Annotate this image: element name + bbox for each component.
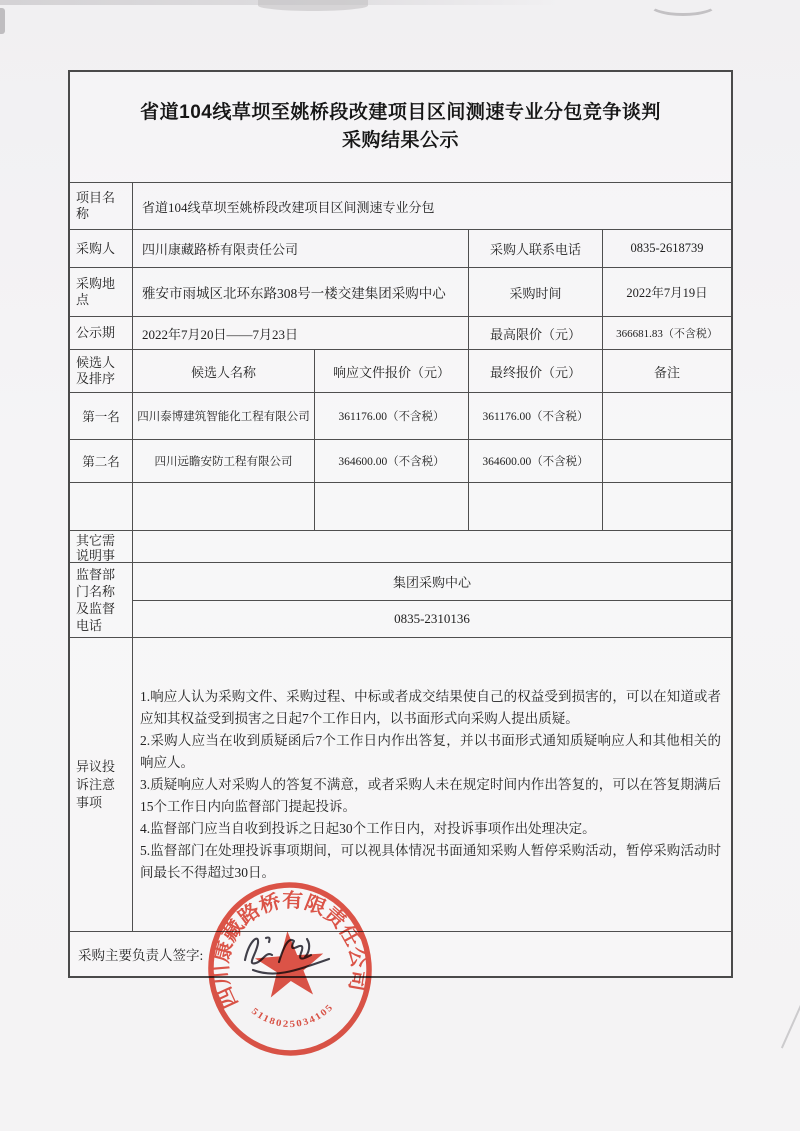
candidate-final-price xyxy=(469,483,603,530)
objection-item-3: 3.质疑响应人对采购人的答复不满意，或者采购人未在规定时间内作出答复的，可以在答复期满后15个工作日内向监督部门提起投诉。 xyxy=(140,776,721,814)
title-line-1: 省道104线草坝至姚桥段改建项目区间测速专业分包竞争谈判 xyxy=(140,102,661,123)
other-notes-value xyxy=(133,531,731,562)
candidate-name: 四川远瞻安防工程有限公司 xyxy=(133,440,315,482)
scan-smudge-arc xyxy=(648,0,718,16)
scan-smudge xyxy=(258,0,368,11)
candidate-response-price xyxy=(315,483,469,530)
objection-item-2: 2.采购人应当在收到质疑函后7个工作日内作出答复，并以书面形式通知质疑响应人和其他相关的响应人。 xyxy=(140,732,721,770)
label-text: 采购人 xyxy=(76,240,116,256)
location-value: 雅安市雨城区北环东路308号一楼交建集团采购中心 xyxy=(133,268,469,316)
candidates-name-header: 候选人名称 xyxy=(133,350,315,392)
supervision-phone: 0835-2310136 xyxy=(394,611,470,626)
label-text: 监督部门名称及监督电话 xyxy=(76,567,116,633)
candidate-name xyxy=(133,483,315,530)
objection-item-4: 4.监督部门应当自收到投诉之日起30个工作日内，对投诉事项作出处理决定。 xyxy=(140,820,596,836)
publicity-label xyxy=(70,317,133,349)
announcement-table xyxy=(68,70,733,978)
max-price-label: 最高限价（元） xyxy=(469,317,603,349)
candidate-rank xyxy=(70,483,133,530)
purchase-time-value: 2022年7月19日 xyxy=(626,286,708,300)
candidate-rank: 第二名 xyxy=(70,440,133,482)
signature-label: 采购主要负责人签字: xyxy=(78,948,204,963)
candidate-row-empty xyxy=(70,483,731,531)
label-text: 采购地点 xyxy=(76,276,116,307)
title-row xyxy=(70,72,731,183)
label-text: 公示期 xyxy=(76,325,116,340)
purchaser-row xyxy=(70,230,731,268)
candidate-response-price: 361176.00（不含税） xyxy=(315,393,469,439)
supervision-values xyxy=(133,563,731,637)
project-name-value: 省道104线草坝至姚桥段改建项目区间测速专业分包 xyxy=(142,199,435,215)
label-text: 其它需说明事 xyxy=(76,533,116,562)
other-notes-row xyxy=(70,531,731,563)
candidates-header-row xyxy=(70,350,731,393)
candidate-row-2 xyxy=(70,440,731,483)
objection-row xyxy=(70,638,731,932)
publicity-row xyxy=(70,317,731,350)
label-text: 异议投诉注意事项 xyxy=(76,758,116,810)
signature-scribble xyxy=(238,928,338,986)
location-row xyxy=(70,268,731,317)
label-text: 项目名称 xyxy=(76,190,116,221)
candidate-response-price: 364600.00（不含税） xyxy=(315,440,469,482)
max-price-value: 366681.83（不含税） xyxy=(616,328,718,340)
project-name-row xyxy=(70,183,731,230)
publicity-value: 2022年7月20日——7月23日 xyxy=(133,317,469,349)
document-title xyxy=(70,72,731,182)
candidates-final-price-header: 最终报价（元） xyxy=(469,350,603,392)
other-notes-label xyxy=(70,531,133,562)
objection-paragraphs xyxy=(133,680,731,890)
candidate-note xyxy=(603,483,731,530)
signature-row xyxy=(70,932,731,976)
candidates-note-header: 备注 xyxy=(653,364,680,380)
purchase-time-label: 采购时间 xyxy=(469,268,603,316)
candidate-final-price: 361176.00（不含税） xyxy=(469,393,603,439)
project-name-label xyxy=(70,183,133,229)
candidate-note xyxy=(603,393,731,439)
label-text: 候选人及排序 xyxy=(76,355,116,386)
scan-smudge-left xyxy=(0,8,5,34)
location-label xyxy=(70,268,133,316)
objection-label xyxy=(70,638,133,931)
objection-item-5: 5.监督部门在处理投诉事项期间，可以视具体情况书面通知采购人暂停采购活动，暂停采购活动时间最长不得超过30日。 xyxy=(140,842,721,880)
purchaser-value: 四川康藏路桥有限责任公司 xyxy=(133,230,469,267)
candidates-response-price-header: 响应文件报价（元） xyxy=(315,350,469,392)
candidate-rank: 第一名 xyxy=(70,393,133,439)
objection-item-1: 1.响应人认为采购文件、采购过程、中标或者成交结果使自己的权益受到损害的，可以在知道或者应知其权益受到损害之日起7个工作日内，以书面形式向采购人提出质疑。 xyxy=(140,688,721,726)
scan-crease xyxy=(781,1004,800,1054)
supervision-department: 集团采购中心 xyxy=(133,563,731,601)
purchaser-phone-value: 0835-2618739 xyxy=(630,241,704,255)
seal-number-text: 5118025034105 xyxy=(249,1002,336,1031)
title-line-2: 采购结果公示 xyxy=(341,130,459,151)
candidates-rank-header xyxy=(70,350,133,392)
candidate-note xyxy=(603,440,731,482)
purchaser-label xyxy=(70,230,133,267)
candidate-final-price: 364600.00（不含税） xyxy=(469,440,603,482)
scan-edge-smudge xyxy=(0,0,560,5)
candidate-name: 四川泰博建筑智能化工程有限公司 xyxy=(133,393,315,439)
supervision-row xyxy=(70,563,731,638)
purchaser-phone-label: 采购人联系电话 xyxy=(469,230,603,267)
candidate-row-1 xyxy=(70,393,731,440)
seal-company-text: 四川康藏路桥有限责任公司 xyxy=(211,890,369,1011)
supervision-label xyxy=(70,563,133,637)
